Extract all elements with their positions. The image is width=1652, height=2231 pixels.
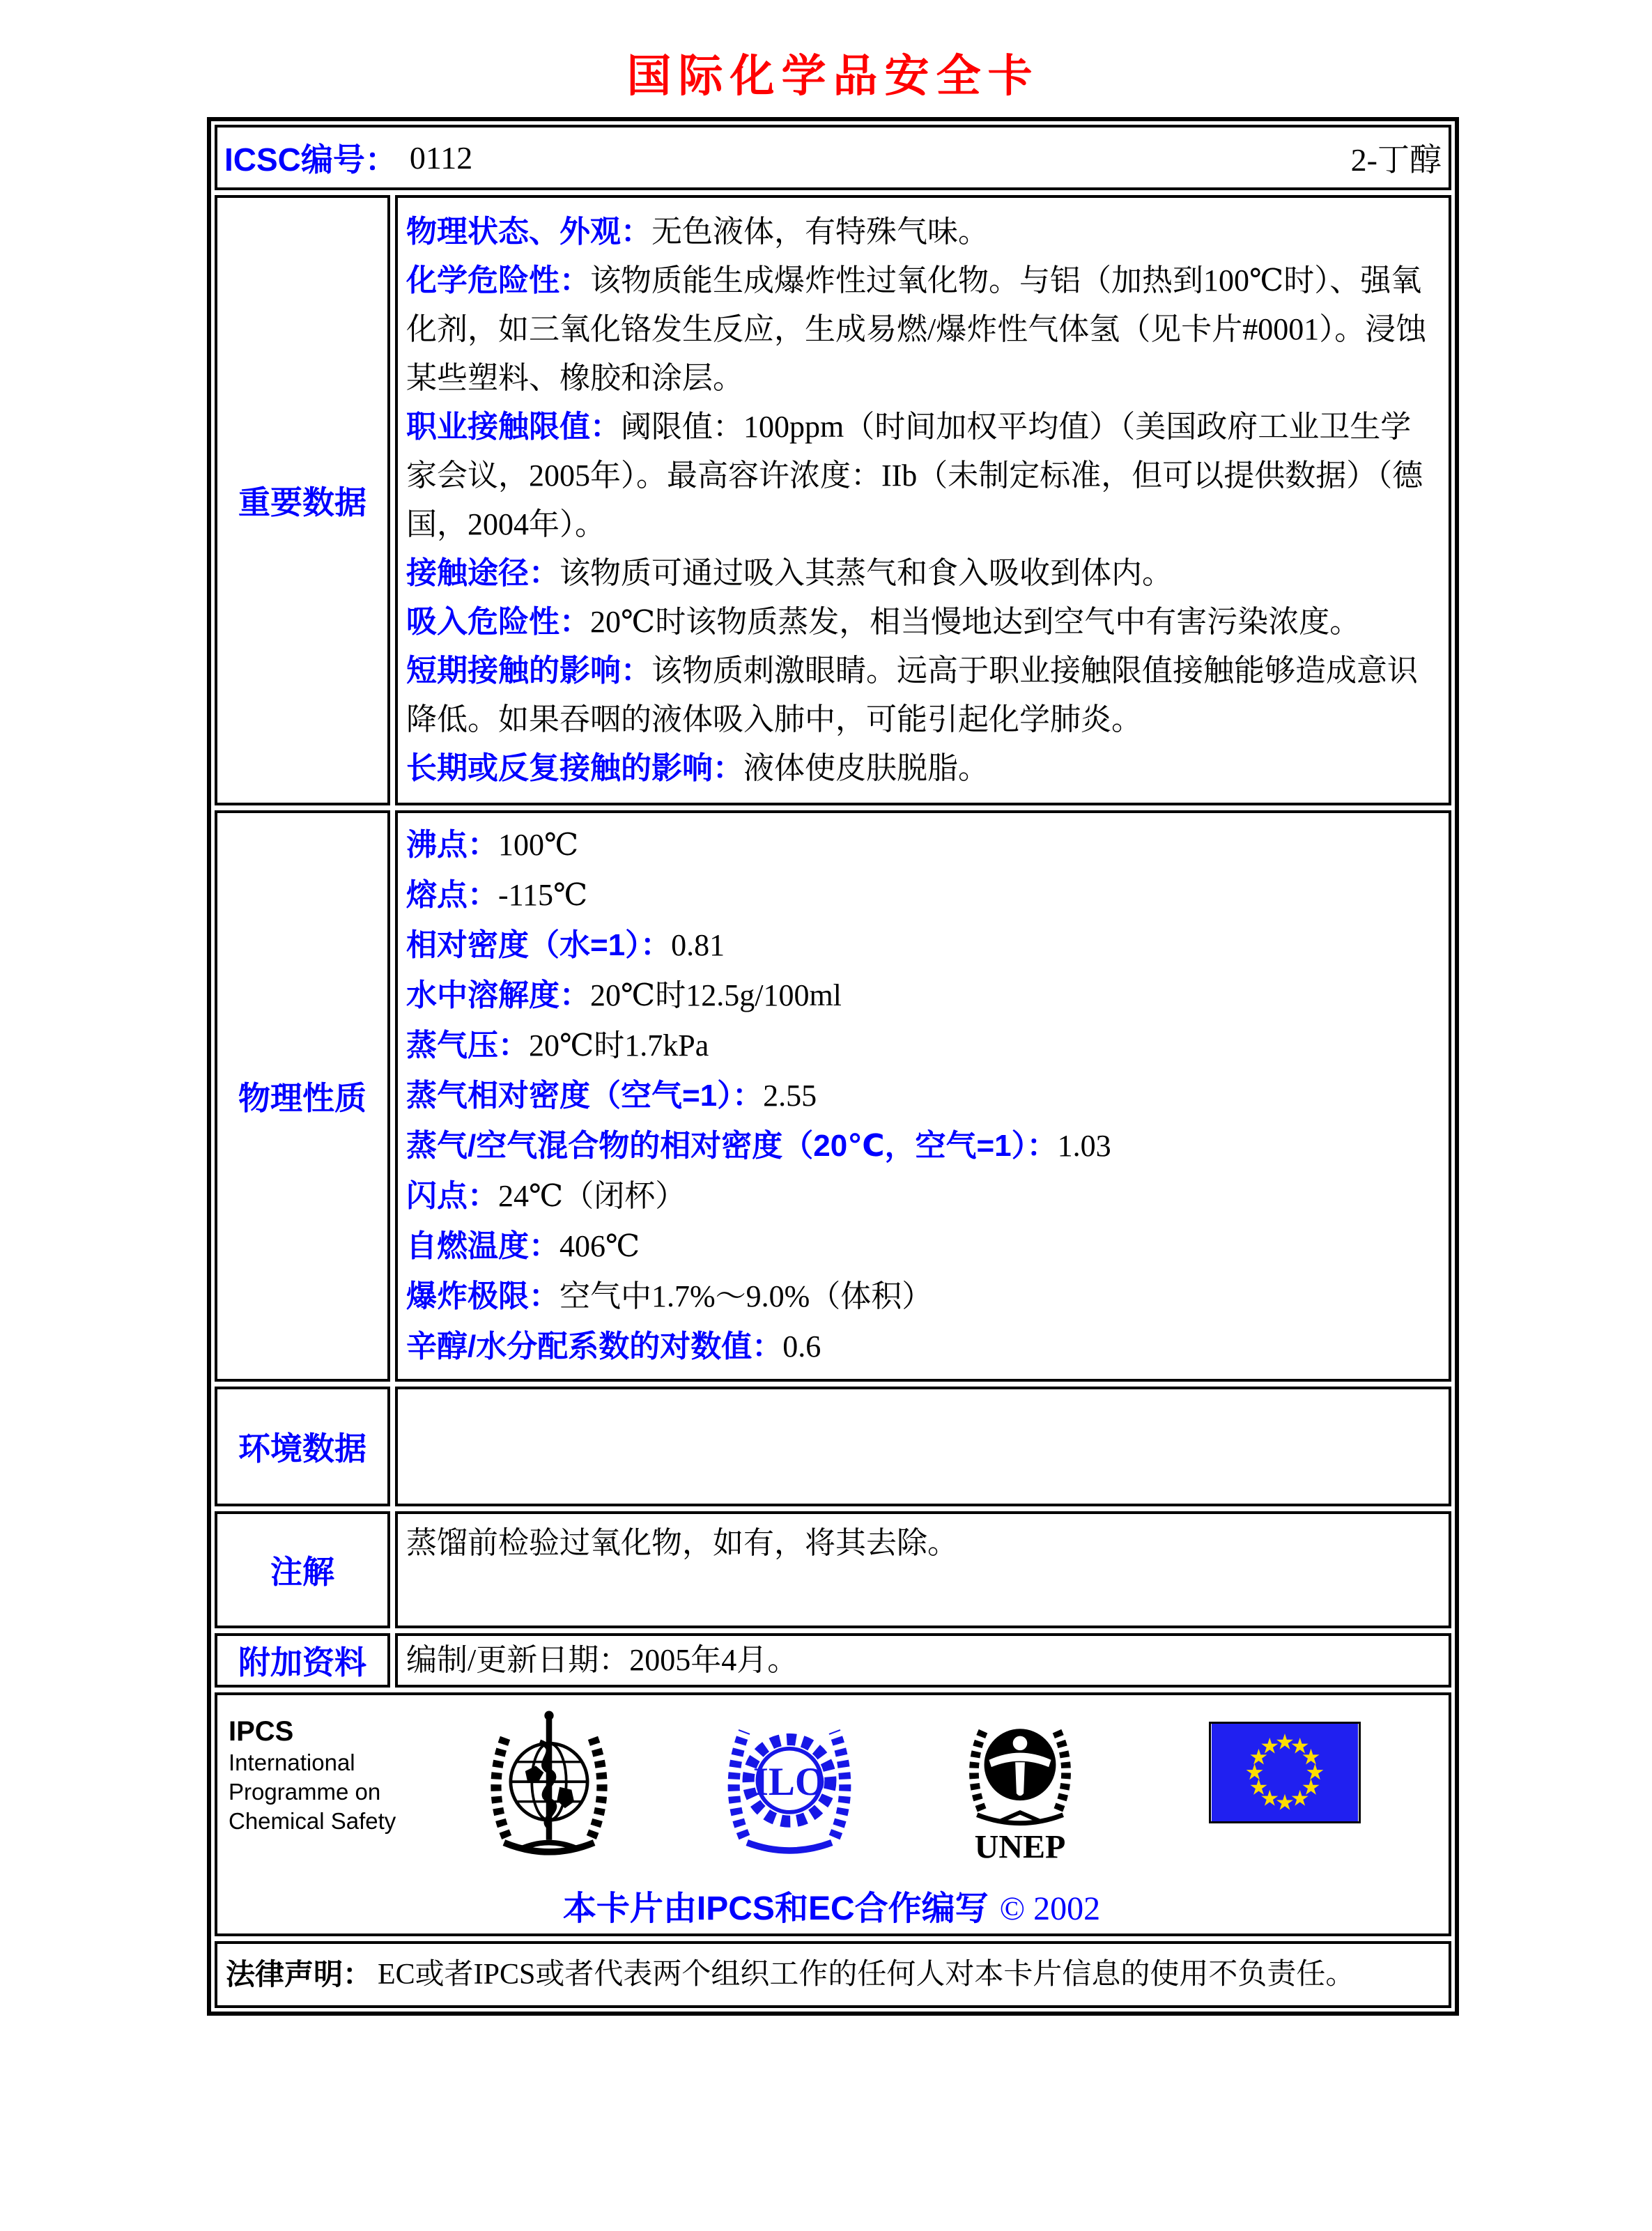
property-item — [406, 1272, 1440, 1322]
field-value: 2.55 — [763, 1079, 817, 1113]
row-header-additional-info: 附加资料 — [215, 1633, 390, 1688]
property-item — [406, 971, 1440, 1021]
field-label: 闪点： — [406, 1179, 498, 1213]
additional-info-content: 编制/更新日期：2005年4月。 — [395, 1633, 1451, 1688]
header-row — [215, 125, 1451, 190]
header-cell — [215, 125, 1451, 190]
data-item — [406, 549, 1440, 598]
ipcs-line: International — [229, 1750, 355, 1775]
field-value: 该物质可通过吸入其蒸气和食入吸收到体内。 — [559, 556, 1173, 590]
eu-flag-icon — [1209, 1722, 1361, 1823]
field-label: 长期或反复接触的影响： — [406, 751, 743, 785]
logos-strip — [229, 1705, 1435, 1876]
field-value: 液体使皮肤脱脂。 — [743, 751, 989, 785]
icsc-number-group — [224, 134, 472, 180]
ilo-letters: ILO — [752, 1760, 826, 1805]
field-value: 100℃ — [498, 828, 579, 862]
who-logo-icon — [483, 1705, 615, 1867]
data-item — [406, 647, 1440, 744]
ipcs-acronym: IPCS — [229, 1716, 294, 1747]
logos-row — [215, 1692, 1451, 1936]
legal-row — [215, 1941, 1451, 2008]
logos-cell — [215, 1692, 1451, 1936]
field-label: 爆炸极限： — [406, 1279, 559, 1313]
physical-properties-content — [395, 810, 1451, 1382]
property-item — [406, 1071, 1440, 1121]
data-item — [406, 403, 1440, 549]
property-item — [406, 870, 1440, 920]
page-title: 国际化学品安全卡 — [626, 50, 1040, 102]
attribution-text: 本卡片由IPCS和EC合作编写 — [562, 1890, 989, 1927]
field-label: 吸入危险性： — [406, 605, 590, 639]
field-label: 蒸气/空气混合物的相对密度（20℃，空气=1）： — [406, 1129, 1058, 1163]
legal-cell — [215, 1941, 1451, 2008]
notes-content: 蒸馏前检验过氧化物，如有，将其去除。 — [395, 1511, 1451, 1628]
field-value: 该物质刺激眼睛。远高于职业接触限值接触能够造成意识降低。如果吞咽的液体吸入肺中，可能引起化学肺炎。 — [406, 654, 1418, 736]
row-header-environment-data: 环境数据 — [215, 1387, 390, 1506]
important-data-row — [215, 195, 1451, 805]
field-label: 沸点： — [406, 828, 498, 862]
environment-data-row — [215, 1387, 1451, 1506]
field-label: 物理状态、外观： — [406, 215, 651, 249]
data-item — [406, 744, 1440, 793]
property-item — [406, 920, 1440, 971]
field-value: 0.6 — [782, 1329, 821, 1364]
legal-label: 法律声明： — [226, 1958, 373, 1991]
environment-data-content — [395, 1387, 1451, 1506]
physical-properties-row — [215, 810, 1451, 1382]
field-value: 406℃ — [559, 1229, 640, 1263]
unep-logo-icon — [960, 1705, 1080, 1876]
legal-text: EC或者IPCS或者代表两个组织工作的任何人对本卡片信息的使用不负责任。 — [378, 1959, 1355, 1991]
field-value: 空气中1.7%～9.0%（体积） — [559, 1279, 933, 1313]
field-label: 化学危险性： — [406, 263, 590, 298]
field-label: 蒸气压： — [406, 1028, 529, 1063]
field-label: 接触途径： — [406, 556, 559, 590]
row-header-important-data: 重要数据 — [215, 195, 390, 805]
field-value: 无色液体，有特殊气味。 — [651, 215, 989, 249]
field-label: 相对密度（水=1）： — [406, 928, 672, 962]
icsc-table — [207, 117, 1459, 2016]
property-item — [406, 1171, 1440, 1221]
row-header-physical-properties: 物理性质 — [215, 810, 390, 1382]
attribution-caption — [229, 1881, 1435, 1929]
data-item — [406, 208, 1440, 256]
field-label: 蒸气相对密度（空气=1）： — [406, 1079, 764, 1113]
field-label: 职业接触限值： — [406, 410, 621, 444]
field-value: -115℃ — [498, 878, 588, 912]
ipcs-text-block — [229, 1705, 417, 1836]
ipcs-line: Chemical Safety — [229, 1808, 396, 1834]
chemical-name: 2-丁醇 — [1350, 142, 1442, 178]
property-item — [406, 820, 1440, 870]
property-item — [406, 1221, 1440, 1272]
field-value: 0.81 — [671, 928, 725, 962]
property-item — [406, 1021, 1440, 1071]
field-label: 自燃温度： — [406, 1229, 559, 1263]
unep-letters: UNEP — [974, 1828, 1066, 1866]
field-value: 阈限值：100ppm（时间加权平均值）（美国政府工业卫生学家会议，2005年）。最高容许浓度：IIb（未制定标准，但可以提供数据）（德国，2004年）。 — [406, 410, 1423, 541]
field-label: 短期接触的影响： — [406, 654, 651, 688]
ilo-logo-icon — [723, 1705, 856, 1867]
field-value: 20℃时1.7kPa — [529, 1028, 709, 1063]
ipcs-line: Programme on — [229, 1779, 381, 1805]
icsc-number-label: ICSC编号： — [224, 141, 397, 178]
property-item — [406, 1121, 1440, 1171]
field-value: 1.03 — [1057, 1129, 1111, 1163]
copyright-text: © 2002 — [999, 1890, 1101, 1927]
field-label: 水中溶解度： — [406, 978, 590, 1012]
field-label: 熔点： — [406, 878, 498, 912]
notes-row — [215, 1511, 1451, 1628]
field-value: 24℃（闭杯） — [498, 1179, 686, 1213]
icsc-number-value: 0112 — [409, 139, 473, 176]
property-item — [406, 1322, 1440, 1372]
additional-info-row — [215, 1633, 1451, 1688]
data-item — [406, 598, 1440, 647]
data-item — [406, 256, 1440, 403]
important-data-content — [395, 195, 1451, 805]
field-value: 该物质能生成爆炸性过氧化物。与铝（加热到100℃时）、强氧化剂，如三氧化铬发生反应，生成易燃/爆炸性气体氢（见卡片#0001）。浸蚀某些塑料、橡胶和涂层。 — [406, 263, 1427, 395]
field-value: 20℃时12.5g/100ml — [590, 978, 842, 1012]
field-value: 20℃时该物质蒸发，相当慢地达到空气中有害污染浓度。 — [590, 605, 1361, 639]
field-label: 辛醇/水分配系数的对数值： — [406, 1329, 783, 1364]
row-header-notes: 注解 — [215, 1511, 390, 1628]
